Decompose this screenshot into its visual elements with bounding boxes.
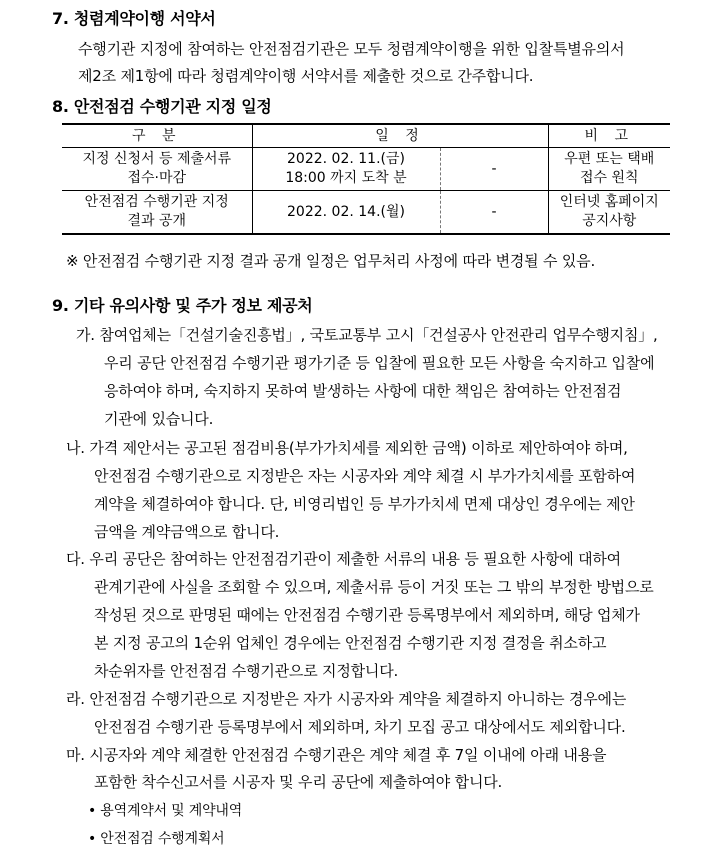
row-item-line: 결과 공개 (127, 213, 187, 229)
row-dash: - (440, 191, 548, 235)
item-na-line-3: 계약을 체결하여야 합니다. 단, 비영리법인 등 부가가치세 면제 대상인 경우에는 제안 (94, 495, 635, 513)
item-ma-line-1: 마. 시공자와 계약 체결한 안전점검 수행기관은 계약 체결 후 7일 이내에 아래 내용을 (66, 746, 607, 764)
schedule-row (62, 191, 670, 235)
row-note-line: 인터넷 홈페이지 (559, 194, 659, 210)
row-date (252, 148, 440, 191)
row-date-line: 2022. 02. 14.(월) (287, 203, 405, 220)
item-ra-line-1: 라. 안전점검 수행기관으로 지정받은 자가 시공자와 계약을 체결하지 아니하는 경우에는 (66, 690, 627, 708)
item-da-line-2: 관계기관에 사실을 조회할 수 있으며, 제출서류 등이 거짓 또는 그 밖의 부정한 방법으로 (94, 578, 654, 596)
header-category: 구 분 (62, 124, 252, 148)
schedule-row (62, 148, 670, 191)
item-ga-line-3: 응하여야 하며, 숙지하지 못하여 발생하는 사항에 대한 책임은 참여하는 안전점검 (104, 382, 622, 400)
row-note-line: 접수 원칙 (579, 170, 639, 186)
row-item (62, 148, 252, 191)
item-ga-line-1: 가. 참여업체는「건설기술진흥법」, 국토교통부 고시「건설공사 안전관리 업무수행지침」, (76, 326, 658, 344)
item-na-line-2: 안전점검 수행기관으로 지정받은 자는 시공자와 계약 체결 시 부가가치세를 포함하여 (94, 467, 636, 485)
item-da-line-1: 다. 우리 공단은 참여하는 안전점검기관이 제출한 서류의 내용 등 필요한 사항에 대하여 (66, 550, 621, 568)
row-note (548, 191, 670, 235)
header-schedule: 일 정 (252, 124, 548, 148)
row-item-line: 안전점검 수행기관 지정 (84, 194, 229, 210)
section-7-line-1: 수행기관 지정에 참여하는 안전점검기관은 모두 청렴계약이행을 위한 입찰특별유의서 (78, 40, 625, 58)
section-8-footnote: ※ 안전점검 수행기관 지정 결과 공개 일정은 업무처리 사정에 따라 변경될 수 있음. (66, 252, 596, 270)
item-da-line-4: 본 지정 공고의 1순위 업체인 경우에는 안전점검 수행기관 지정 결정을 취소하고 (94, 634, 607, 652)
section-7-title: 7. 청렴계약이행 서약서 (52, 9, 216, 28)
section-9-title: 9. 기타 유의사항 및 주가 정보 제공처 (52, 296, 313, 315)
item-na-line-4: 금액을 계약금액으로 합니다. (94, 523, 280, 541)
item-ma-line-2: 포함한 착수신고서를 시공자 및 우리 공단에 제출하여야 합니다. (94, 773, 503, 791)
row-note-line: 우편 또는 택배 (564, 151, 655, 167)
item-da-line-5: 차순위자를 안전점검 수행기관으로 지정합니다. (94, 662, 399, 680)
row-item-line: 지정 신청서 등 제출서류 (82, 151, 232, 167)
schedule-table (62, 123, 670, 235)
item-ra-line-2: 안전점검 수행기관 등록명부에서 제외하며, 차기 모집 공고 대상에서도 제외합니다. (94, 718, 626, 736)
item-da-line-3: 작성된 것으로 판명된 때에는 안전점검 수행기관 등록명부에서 제외하며, 해당 업체가 (94, 606, 640, 624)
row-item-line: 접수·마감 (127, 170, 187, 186)
row-date-line: 18:00 까지 도착 분 (285, 170, 407, 186)
item-ga-line-4: 기관에 있습니다. (104, 410, 214, 428)
item-ga-line-2: 우리 공단 안전점검 수행기관 평가기준 등 입찰에 필요한 모든 사항을 숙지하고 입찰에 (104, 354, 655, 372)
row-note (548, 148, 670, 191)
schedule-header-row (62, 124, 670, 148)
item-na-line-1: 나. 가격 제안서는 공고된 점검비용(부가가치세를 제외한 금액) 이하로 제안하여야 하며, (66, 439, 628, 457)
section-7-line-2: 제2조 제1항에 따라 청렴계약이행 서약서를 제출한 것으로 간주합니다. (78, 67, 534, 85)
row-date (252, 191, 440, 235)
section-8-title: 8. 안전점검 수행기관 지정 일정 (52, 97, 272, 116)
row-item (62, 191, 252, 235)
bullet-item-1: • 용역계약서 및 계약내역 (88, 803, 243, 819)
row-note-line: 공지사항 (582, 213, 637, 229)
header-note: 비 고 (548, 124, 670, 148)
row-dash: - (440, 148, 548, 191)
bullet-item-2: • 안전점검 수행계획서 (88, 831, 225, 847)
row-date-line: 2022. 02. 11.(금) (287, 151, 405, 167)
